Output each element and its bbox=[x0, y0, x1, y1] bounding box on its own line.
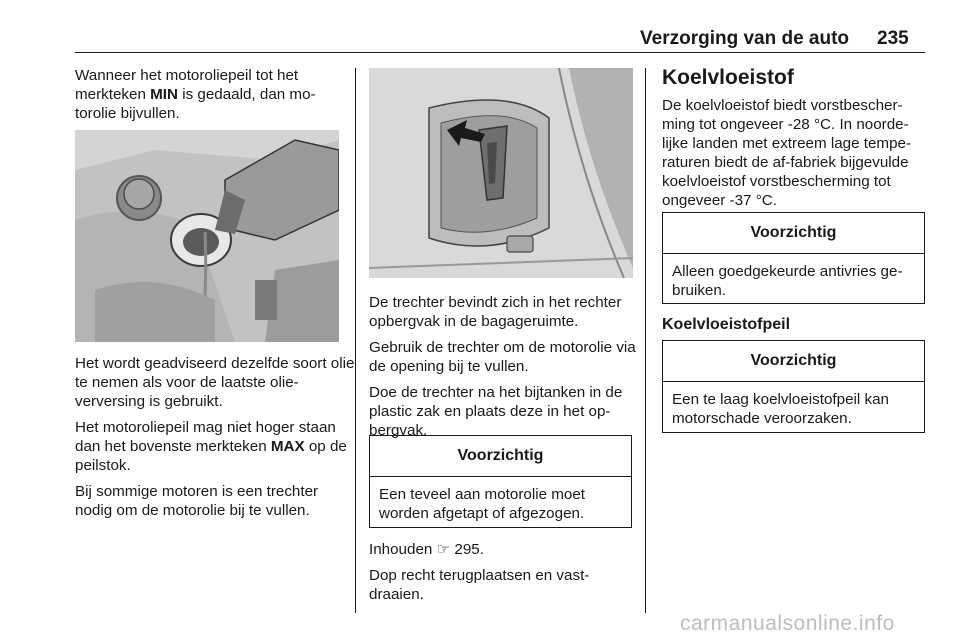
paragraph: Doe de trechter na het bijtanken in de plastic zak en plaats deze in het op-bergvak. bbox=[369, 384, 623, 439]
caution-box bbox=[662, 340, 925, 433]
caution-title: Voorzichtig bbox=[663, 341, 924, 382]
paragraph: Wanneer het motoroliepeil tot het merkteken MIN is gedaald, dan mo-torolie bijvullen. bbox=[75, 67, 316, 122]
caution-body: Een teveel aan motorolie moet worden afgetapt of afgezogen. bbox=[379, 486, 585, 522]
column-2 bbox=[369, 293, 637, 447]
luggage-storage-funnel-illustration bbox=[369, 68, 633, 278]
caution-box bbox=[369, 435, 632, 528]
column-divider bbox=[645, 68, 646, 613]
section-heading: Koelvloeistof bbox=[662, 66, 794, 89]
cross-reference: Inhouden ☞ 295. bbox=[369, 541, 484, 558]
column-3 bbox=[662, 96, 927, 217]
paragraph: Het motoroliepeil mag niet hoger staan dan het bovenste merkteken MAX op de peilstok. bbox=[75, 419, 347, 474]
caution-title: Voorzichtig bbox=[370, 436, 631, 477]
caution-box bbox=[662, 212, 925, 304]
paragraph: De trechter bevindt zich in het rechter opbergvak in de bagageruimte. bbox=[369, 294, 622, 330]
page-header-title: Verzorging van de auto bbox=[640, 28, 850, 49]
watermark: carmanualsonline.info bbox=[680, 612, 895, 635]
paragraph: Dop recht terugplaatsen en vast-draaien. bbox=[369, 567, 590, 603]
column-divider bbox=[355, 68, 356, 613]
paragraph: Bij sommige motoren is een trechter nodig om de motorolie bij te vullen. bbox=[75, 483, 319, 519]
engine-oil-fill-illustration bbox=[75, 130, 339, 342]
subsection-heading: Koelvloeistofpeil bbox=[662, 316, 791, 333]
column-2-lower bbox=[369, 540, 637, 611]
caution-title: Voorzichtig bbox=[663, 213, 924, 254]
paragraph: Gebruik de trechter om de motorolie via de opening bij te vullen. bbox=[369, 339, 636, 375]
caution-body: Alleen goedgekeurde antivries ge-bruiken. bbox=[672, 263, 903, 299]
column-1 bbox=[75, 66, 343, 130]
paragraph: De koelvloeistof biedt vorstbescher-ming tot ongeveer -28 °C. In noorde-lijke landen met extreem lage tempe-raturen biedt de af-fabriek bijgevulde koelvloeistof vorstbescherming tot ongeveer -37 °C. bbox=[662, 97, 912, 209]
header-rule bbox=[75, 52, 925, 53]
caution-body: Een te laag koelvloeistofpeil kan motorschade veroorzaken. bbox=[672, 391, 889, 427]
column-1-lower bbox=[75, 354, 355, 527]
page-number: 235 bbox=[877, 28, 909, 49]
paragraph: Het wordt geadviseerd dezelfde soort olie te nemen als voor de laatste olie-verversing is gebruikt. bbox=[75, 355, 355, 410]
